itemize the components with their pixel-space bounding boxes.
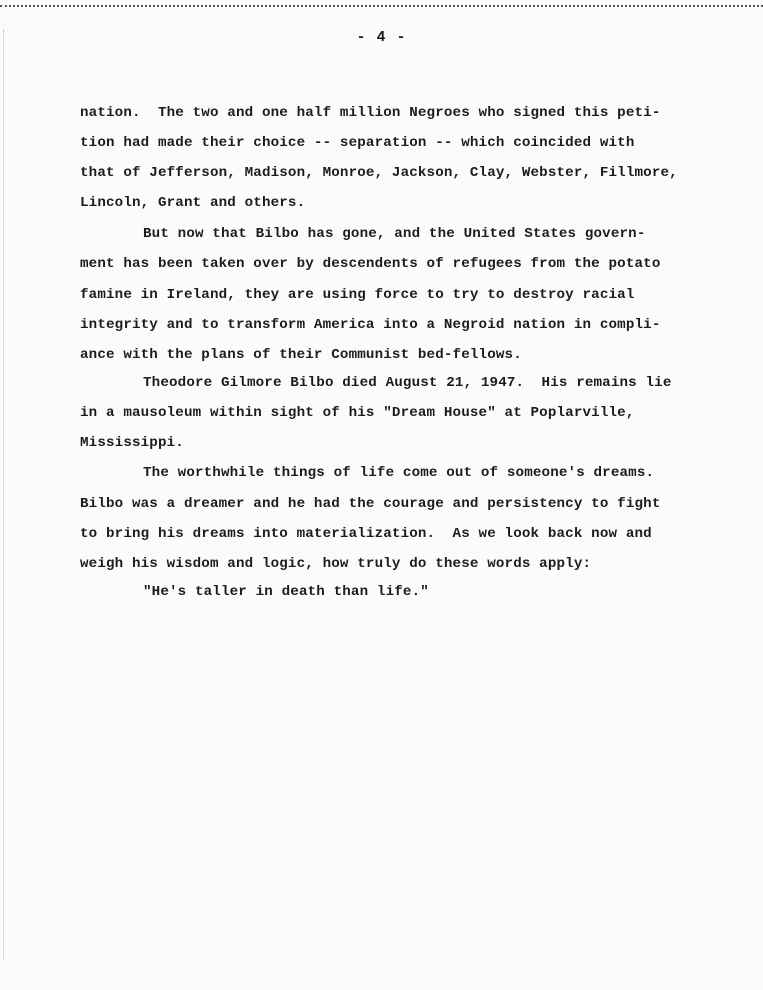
- text-line: weigh his wisdom and logic, how truly do these words apply:: [80, 556, 592, 572]
- text-line: nation. The two and one half million Negroes who signed this peti-: [80, 105, 661, 121]
- text-line: tion had made their choice -- separation -- which coincided with: [80, 135, 635, 151]
- text-line: Lincoln, Grant and others.: [80, 195, 306, 211]
- page-left-edge: [3, 30, 5, 960]
- page-number: - 4 -: [356, 29, 407, 46]
- text-line: integrity and to transform America into a Negroid nation in compli-: [80, 317, 661, 333]
- text-line: "He's taller in death than life.": [143, 584, 429, 600]
- text-line: Theodore Gilmore Bilbo died August 21, 1947. His remains lie: [143, 375, 672, 391]
- text-line: ment has been taken over by descendents of refugees from the potato: [80, 256, 661, 272]
- text-line: But now that Bilbo has gone, and the United States govern-: [143, 226, 646, 242]
- text-line: to bring his dreams into materialization. As we look back now and: [80, 526, 652, 542]
- page-top-edge: [0, 0, 763, 7]
- text-line: that of Jefferson, Madison, Monroe, Jackson, Clay, Webster, Fillmore,: [80, 165, 678, 181]
- text-line: Mississippi.: [80, 435, 184, 451]
- text-line: ance with the plans of their Communist bed-fellows.: [80, 347, 522, 363]
- text-line: The worthwhile things of life come out of someone's dreams.: [143, 465, 655, 481]
- text-line: in a mausoleum within sight of his "Dream House" at Poplarville,: [80, 405, 635, 421]
- text-line: Bilbo was a dreamer and he had the courage and persistency to fight: [80, 496, 661, 512]
- text-line: famine in Ireland, they are using force to try to destroy racial: [80, 287, 635, 303]
